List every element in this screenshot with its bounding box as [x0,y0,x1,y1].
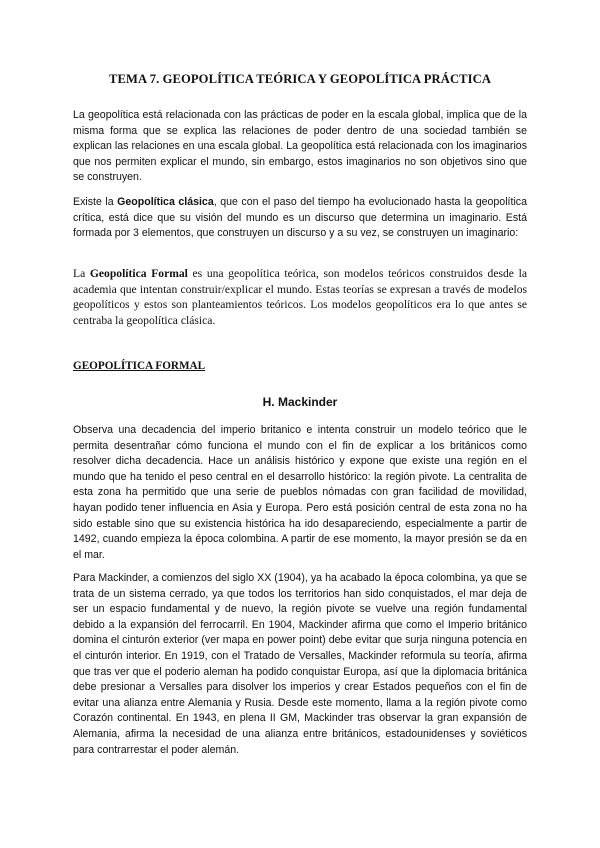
intro-paragraph: La geopolítica está relacionada con las prácticas de poder en la escala global, implica que de la misma forma que se explica las relaciones de poder dentro de una sociedad también se explican las relaciones en una escala global. La geopolítica está relacionada con los imaginarios que nos permiten explicar el mundo, sin embargo, estos imaginarios no son objetivos sino que se construyen. [73,109,527,184]
document-title: TEMA 7. GEOPOLÍTICA TEÓRICA Y GEOPOLÍTICA PRÁCTICA [108,72,492,86]
mackinder-paragraph-1: Observa una decadencia del imperio britanico e intenta construir un modelo teórico que le permita desentrañar cómo funciona el mundo con el fin de explicar a los británicos como resolver dicha decadencia. Hace un análisis histórico y expone que existe una región en el mundo que ha tenido el peso central en el desarrollo histórico: la región pivote. La centralita de esta zona ha permitido que una serie de pueblos nómadas con gran facilidad de movilidad, hayan podido tener influencia en Asia y Europa. Pero está posición central de esta zona no ha sido estable sino que su existencia histórica ha ido desapareciendo, especialmente a partir de 1492, cuando empieza la época colombina. A partir de ese momento, la mayor presión se da en el mar. [73,424,527,561]
mackinder-paragraph-2: Para Mackinder, a comienzos del siglo XX (1904), ya ha acabado la época colombina, ya que se trata de un sistema cerrado, ya que todos los territorios han sido conquistados, el mar deja de ser un espacio fundamental y de nuevo, la región pivote se vuelve una región fundamental debido a la expansión del ferrocarril. En 1904, Mackinder afirma que como el Imperio británico domina el cinturón exterior (ver mapa en power point) debe evitar que surja ninguna potencia en el cinturón interior. En 1919, con el Tratado de Versalles, Mackinder reformula su teoría, afirma que tras ver que el poderio aleman ha podido conquistar Europa, así que la diplomacia británica debe presionar a Versalles para disolver los imperios y crear Estados pequeños con el fin de evitar una alianza entre Alemania y Rusia. Desde este momento, llama a la región pivote como Corazón continental. En 1943, en plena II GM, Mackinder tras observar la gran expansión de Alemania, afirma la necesidad de una alianza entre británicos, estadounidenses y soviéticos para contrarrestar el poder alemán. [73,572,527,756]
classical-term: Geopolítica clásica [117,196,214,208]
formal-text-before: La [73,267,90,280]
classical-geopolitics-paragraph [73,195,527,242]
formal-geopolitics-paragraph [73,266,527,328]
formal-term: Geopolítica Formal [89,267,188,280]
formal-text-after: es una geopolítica teórica, son modelos teóricos construidos desde la academia que intentan construir/explicar el mundo. Estas teorías se expresan a través de modelos geopolíticos y estos son planteamientos teóricos. Los modelos geopolíticos era lo que antes se centraba la geopolítica clásica. [73,267,527,327]
section-heading: GEOPOLÍTICA FORMAL [73,360,206,372]
mackinder-subheading: H. Mackinder [262,395,338,409]
classical-text-after: , que con el paso del tiempo ha evolucionado hasta la geopolítica crítica, está dice que su visión del mundo es un discurso que determina un imaginario. Está formada por 3 elementos, que construyen un discurso y a su vez, se construyen un imaginario: [73,196,527,240]
classical-text-before: Existe la [73,196,118,208]
